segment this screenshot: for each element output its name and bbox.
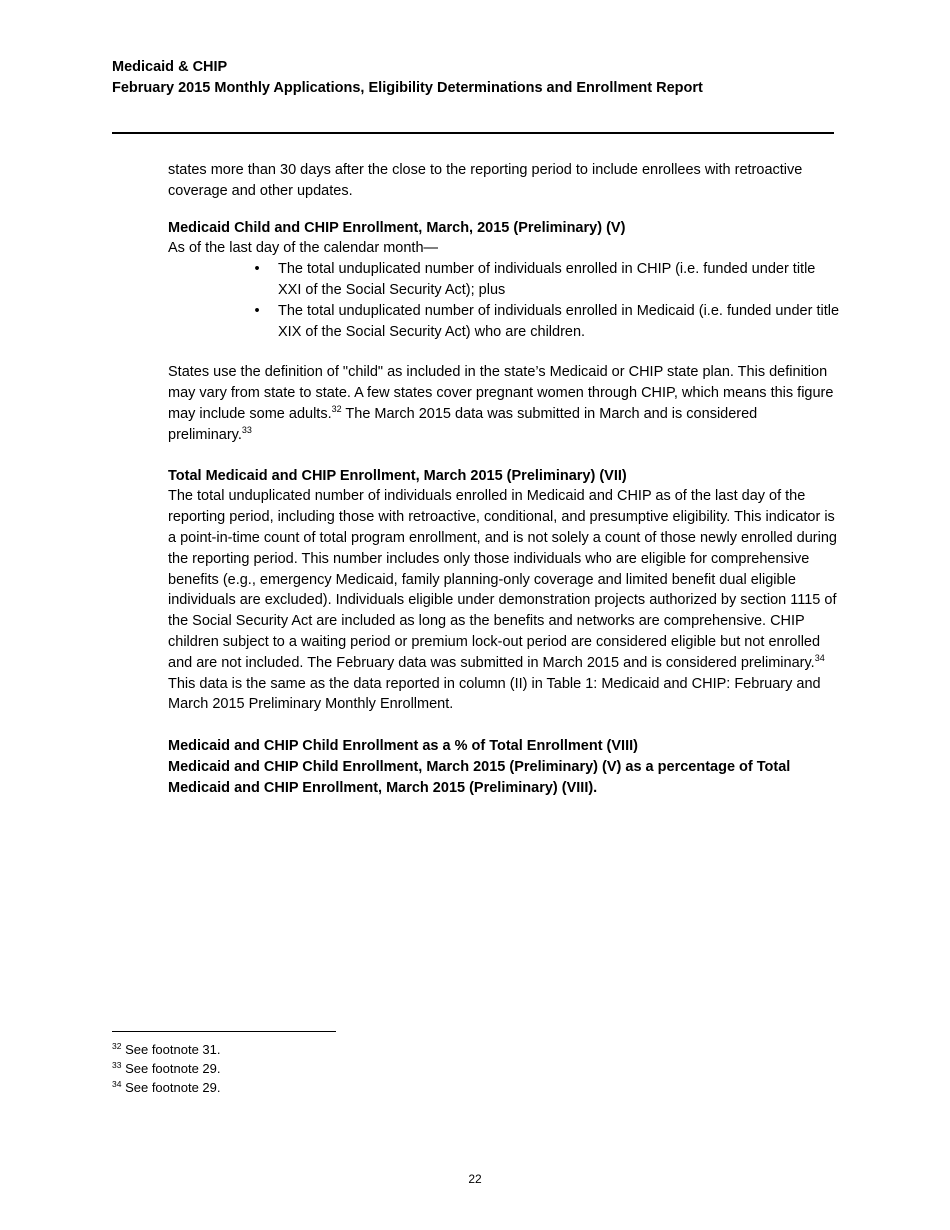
footnote-reference-33: 33 [241, 424, 252, 435]
footnote-item [112, 1040, 221, 1059]
section-vii-paragraph [168, 486, 840, 715]
section-vii-heading: Total Medicaid and CHIP Enrollment, March 2015 (Preliminary) (VII) [168, 467, 627, 484]
footnote-item [112, 1059, 221, 1078]
report-body [168, 160, 840, 799]
footnote-text: See footnote 31. [121, 1042, 221, 1057]
footnote-reference-32: 32 [331, 403, 342, 414]
bullet-text: The total unduplicated number of individuals enrolled in Medicaid (i.e. funded under title XIX of the Social Security Act) who are children. [278, 302, 840, 340]
section-v-lead: As of the last day of the calendar month— [168, 240, 439, 257]
header-program-title: Medicaid & CHIP [112, 59, 228, 75]
footnote-divider [112, 1031, 336, 1032]
footnote-number: 32 [112, 1041, 122, 1051]
list-item [254, 259, 840, 301]
paragraph-text: This data is the same as the data reported in column (II) in Table 1: Medicaid and CHIP: February and March 2015 Preliminary Monthly Enrollment. [168, 675, 821, 713]
report-header [112, 57, 842, 99]
paragraph-text: The total unduplicated number of individuals enrolled in Medicaid and CHIP as of the last day of the reporting period, including those with retroactive, conditional, and presumptive eligibility. This indicator is a point-in-time count of total program enrollment, and is not solely a count of those newly enrolled during the reporting period. This number includes only those individuals who are eligible for comprehensive benefits (e.g., emergency Medicaid, family planning-only coverage and limited benefit dual eligible individuals are excluded). Individuals eligible under demonstration projects authorized by section 1115 of the Social Security Act are included as long as the benefits and networks are comprehensive. CHIP children subject to a waiting period or premium lock-out period are considered eligible but not enrolled and are not included. The February data was submitted in March 2015 and is considered preliminary. [168, 488, 837, 671]
footnote-number: 34 [112, 1079, 122, 1089]
page-number: 22 [468, 1172, 482, 1186]
section-v-bullet-list [168, 259, 840, 342]
footnote-number: 33 [112, 1060, 122, 1070]
section-v-heading: Medicaid Child and CHIP Enrollment, March, 2015 (Preliminary) (V) [168, 219, 626, 236]
section-viii-definition: Medicaid and CHIP Child Enrollment, March 2015 (Preliminary) (V) as a percentage of Total Medicaid and CHIP Enrollment, March 2015 (Preliminary) (VIII). [168, 758, 791, 796]
bullet-icon: • [254, 302, 260, 319]
footnote-item [112, 1078, 221, 1097]
paragraph-text: States use the definition of "child" as included in the state’s Medicaid or CHIP state plan. This definition may vary from state to state. A few states cover pregnant women through CHIP, which means this figure may include some adults. [168, 364, 834, 422]
footnotes [112, 1040, 221, 1097]
footnote-text: See footnote 29. [121, 1061, 221, 1076]
list-item [254, 301, 840, 343]
section-v-definition-paragraph [168, 362, 840, 445]
footnote-reference-34: 34 [814, 652, 825, 663]
header-report-title: February 2015 Monthly Applications, Eligibility Determinations and Enrollment Report [112, 80, 703, 96]
paragraph-text: The March 2015 data was submitted in March and is considered preliminary. [168, 405, 758, 443]
header-divider [112, 132, 834, 134]
bullet-text: The total unduplicated number of individuals enrolled in CHIP (i.e. funded under title XXI of the Social Security Act); plus [278, 261, 816, 298]
footnote-text: See footnote 29. [121, 1080, 221, 1095]
section-viii-heading: Medicaid and CHIP Child Enrollment as a % of Total Enrollment (VIII) [168, 738, 638, 755]
intro-paragraph: states more than 30 days after the close to the reporting period to include enrollees with retroactive coverage and other updates. [168, 162, 803, 199]
bullet-icon: • [254, 261, 260, 278]
